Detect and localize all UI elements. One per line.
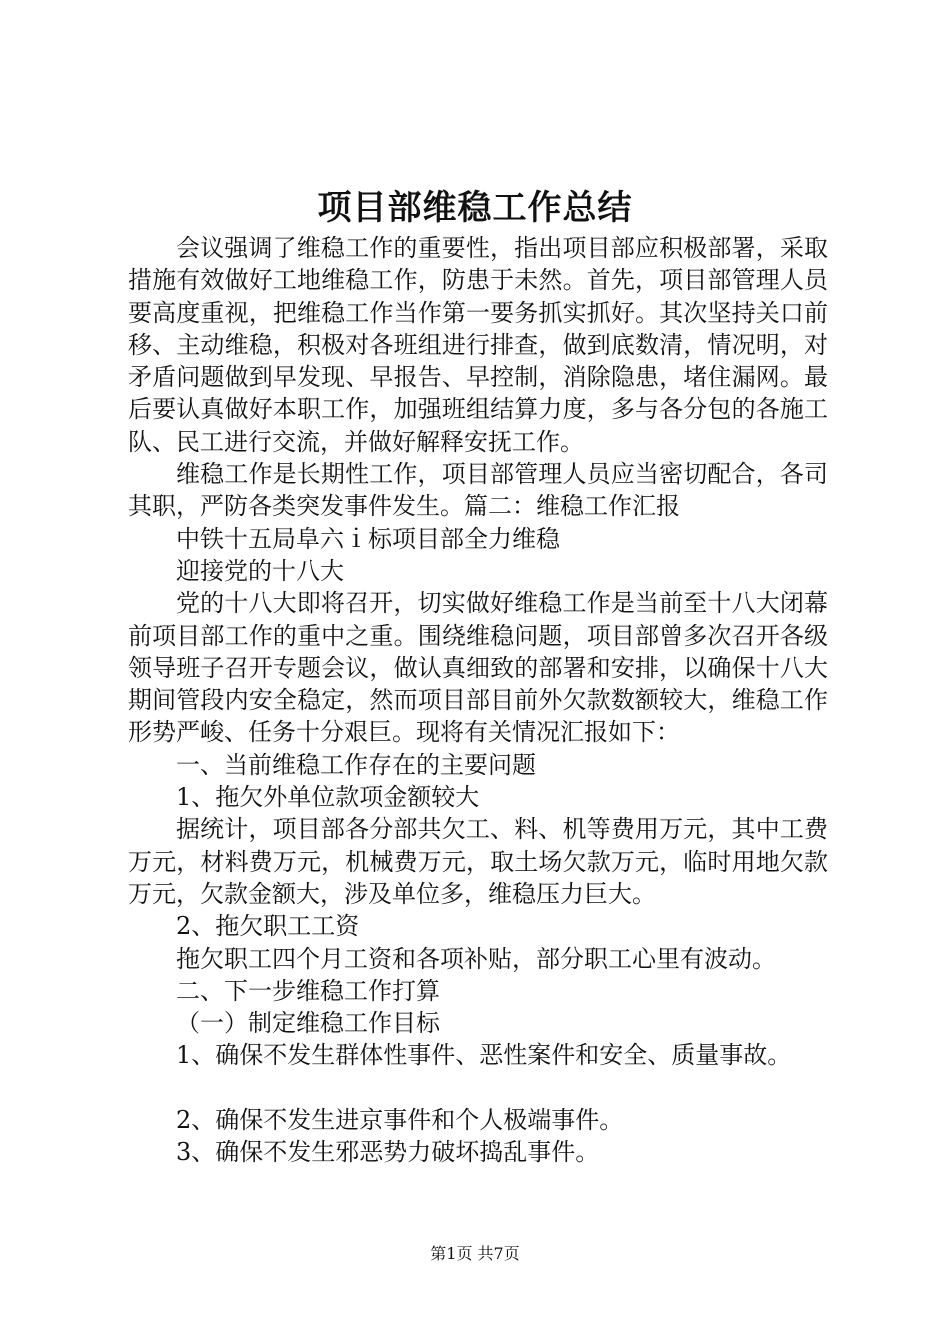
document-title: 项目部维稳工作总结 [317,188,633,228]
paragraph-long-term-work: 维稳工作是长期性工作，项目部管理人员应当密切配合，各司其职，严防各类突发事件发生。篇二：维稳工作汇报 [128,460,828,521]
page-footer: 第1页 共7页 [430,1244,520,1263]
blank-line [128,1072,828,1104]
document-body [128,232,828,1168]
paragraph-congress-context: 党的十八大即将召开，切实做好维稳工作是当前至十八大闭幕前项目部工作的重中之重。围绕维稳问题，项目部曾多次召开各级领导班子召开专题会议，做认真细致的部署和安排，以确保十八大期间管段内安全稳定，然而项目部目前外欠款数额较大，维稳工作形势严峻、任务十分艰巨。现将有关情况汇报如下： [128,589,828,747]
item-heading-wage-arrears: 2、拖欠职工工资 [176,912,360,941]
subheading-project-stability: 中铁十五局阜六ｉ标项目部全力维稳 [176,524,560,553]
item-heading-set-goals: （一）制定维稳工作目标 [176,1009,440,1038]
goal-item-1: 1、确保不发生群体性事件、恶性案件和安全、质量事故。 [176,1041,792,1070]
section-heading-main-problems: 一、当前维稳工作存在的主要问题 [176,750,536,779]
paragraph-wage-arrears: 拖欠职工四个月工资和各项补贴，部分职工心里有波动。 [176,944,776,973]
item-heading-arrears-outside: 1、拖欠外单位款项金额较大 [176,783,480,812]
goal-item-2: 2、确保不发生进京事件和个人极端事件。 [176,1105,624,1134]
section-heading-next-steps: 二、下一步维稳工作打算 [176,976,440,1005]
goal-item-3: 3、确保不发生邪恶势力破坏捣乱事件。 [176,1138,600,1167]
paragraph-statistics: 据统计，项目部各分部共欠工、料、机等费用万元，其中工费万元，材料费万元，机械费万元，取土场欠款万元，临时用地欠款万元，欠款金额大，涉及单位多，维稳压力巨大。 [128,815,828,908]
subheading-welcome-congress: 迎接党的十八大 [176,556,344,585]
paragraph-meeting-emphasis: 会议强调了维稳工作的重要性，指出项目部应积极部署，采取措施有效做好工地维稳工作，防患于未然。首先，项目部管理人员要高度重视，把维稳工作当作第一要务抓实抓好。其次坚持关口前移、主动维稳，积极对各班组进行排查，做到底数清，情况明，对矛盾问题做到早发现、早报告、早控制，消除隐患，堵住漏网。最后要认真做好本职工作，加强班组结算力度，多与各分包的各施工队、民工进行交流，并做好解释安抚工作。 [128,234,828,456]
